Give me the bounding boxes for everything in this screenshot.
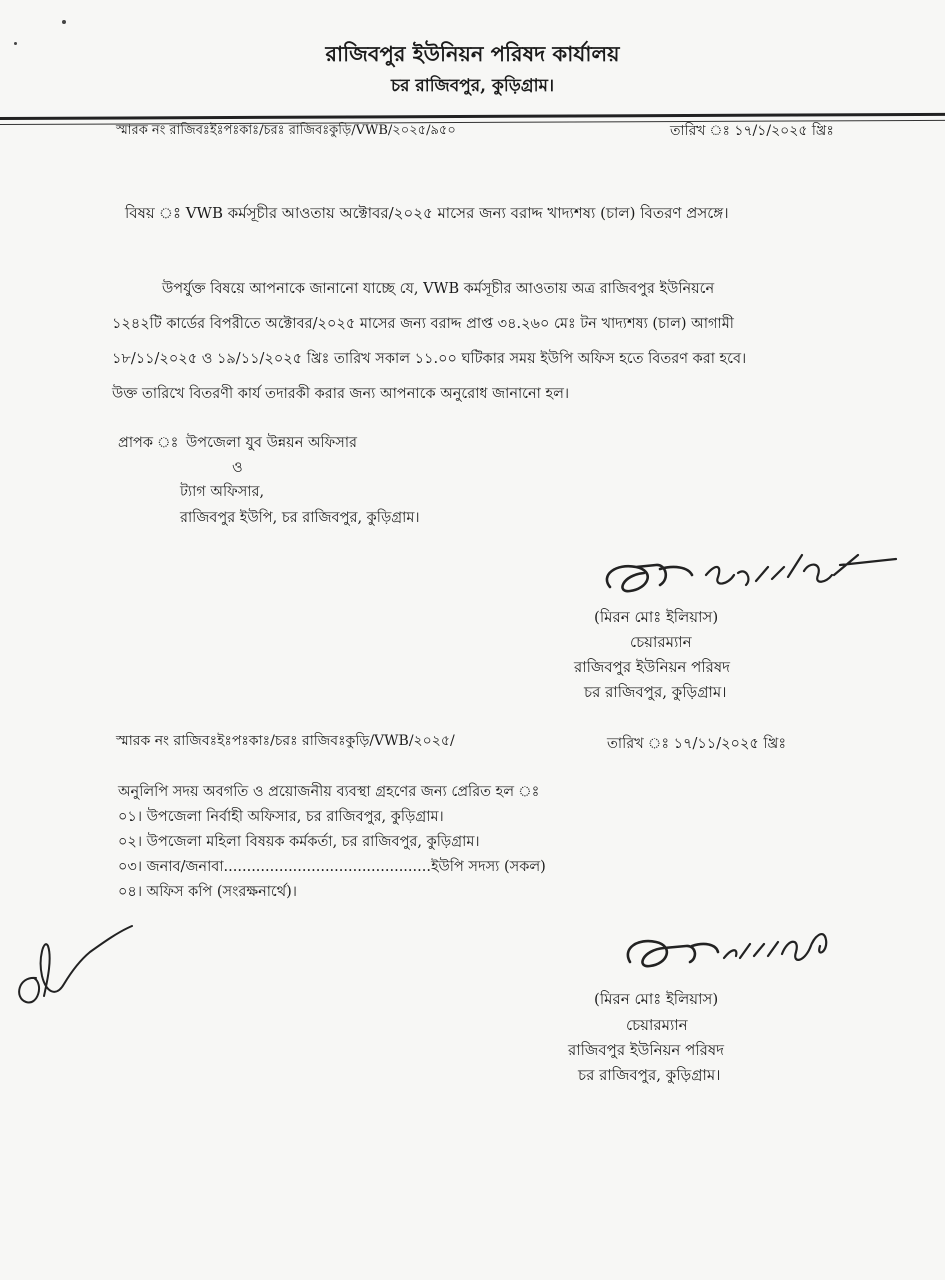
copy-intro: অনুলিপি সদয় অবগতি ও প্রয়োজনীয় ব্যবস্থা গ্রহণের জন্য প্রেরিত হল ঃ [118,784,540,800]
body-line: ১২৪২টি কার্ডের বিপরীতে অক্টোবর/২০২৫ মাসের জন্য বরাদ্দ প্রাপ্ত ৩৪.২৬০ মেঃ টন খাদ্যশষ্য (চাল) আগামী [112,316,734,332]
signatory-title: চেয়ারম্যান [626,1016,688,1034]
recipient-line: রাজিবপুর ইউপি, চর রাজিবপুর, কুড়িগ্রাম। [180,510,420,526]
signatory-address: চর রাজিবপুর, কুড়িগ্রাম। [578,1066,721,1084]
office-title: রাজিবপুর ইউনিয়ন পরিষদ কার্যালয় [325,41,620,66]
paper-speck [62,20,66,24]
recipient-conjunction: ও [232,460,243,476]
copy-item: ০৪। অফিস কপি (সংরক্ষনার্থে)। [118,884,297,900]
recipient-label: প্রাপক ঃ [118,435,179,451]
memo-date: তারিখ ঃ ১৭/১/২০২৫ খ্রিঃ [670,123,834,139]
recipient-line: ট্যাগ অফিসার, [180,484,265,500]
body-line: ১৮/১১/২০২৫ ও ১৯/১১/২০২৫ খ্রিঃ তারিখ সকাল ১১.০০ ঘটিকার সময় ইউপি অফিস হতে বিতরণ করা হবে। [112,351,747,367]
signatory-address: চর রাজিবপুর, কুড়িগ্রাম। [584,683,727,701]
copy-item: ০১। উপজেলা নির্বাহী অফিসার, চর রাজিবপুর, কুড়িগ্রাম। [118,809,444,825]
signatory-title: চেয়ারম্যান [630,633,692,651]
margin-initials [8,918,138,1018]
memo-date: তারিখ ঃ ১৭/১১/২০২৫ খ্রিঃ [607,736,787,752]
copy-item: ০৩। জনাব/জনাবা.............................................ইউপি সদস্য (সকল) [118,859,546,875]
body-line: উপর্যুক্ত বিষয়ে আপনাকে জানানো যাচ্ছে যে, VWB কর্মসূচীর আওতায় অত্র রাজিবপুর ইউনিয়নে [162,281,715,297]
body-line: উক্ত তারিখে বিতরণী কার্য তদারকী করার জন্য আপনাকে অনুরোধ জানানো হল। [112,386,570,402]
office-address: চর রাজিবপুর, কুড়িগ্রাম। [390,76,555,96]
memo-reference: স্মারক নং রাজিবঃইঃপঃকাঃ/চরঃ রাজিবঃকুড়ি/VWB/২০২৫/৯৫০ [116,123,456,138]
signatory-organization: রাজিবপুর ইউনিয়ন পরিষদ [574,658,731,676]
letter-body [112,272,832,412]
signatory-organization: রাজিবপুর ইউনিয়ন পরিষদ [568,1041,725,1059]
letter-subject: বিষয় ঃ VWB কর্মসূচীর আওতায় অক্টোবর/২০২৫ মাসের জন্য বরাদ্দ খাদ্যশষ্য (চাল) বিতরণ প্রসঙ্গে। [125,204,729,222]
copy-item: ০২। উপজেলা মহিলা বিষয়ক কর্মকর্তা, চর রাজিবপুর, কুড়িগ্রাম। [118,834,480,850]
signature-scribble [620,918,840,988]
recipient-line: উপজেলা যুব উন্নয়ন অফিসার [186,435,358,451]
signatory-name: (মিরন মোঃ ইলিয়াস) [594,608,719,626]
memo-reference: স্মারক নং রাজিবঃইঃপঃকাঃ/চরঃ রাজিবঃকুড়ি/VWB/২০২৫/ [116,733,455,749]
signatory-name: (মিরন মোঃ ইলিয়াস) [594,990,719,1008]
